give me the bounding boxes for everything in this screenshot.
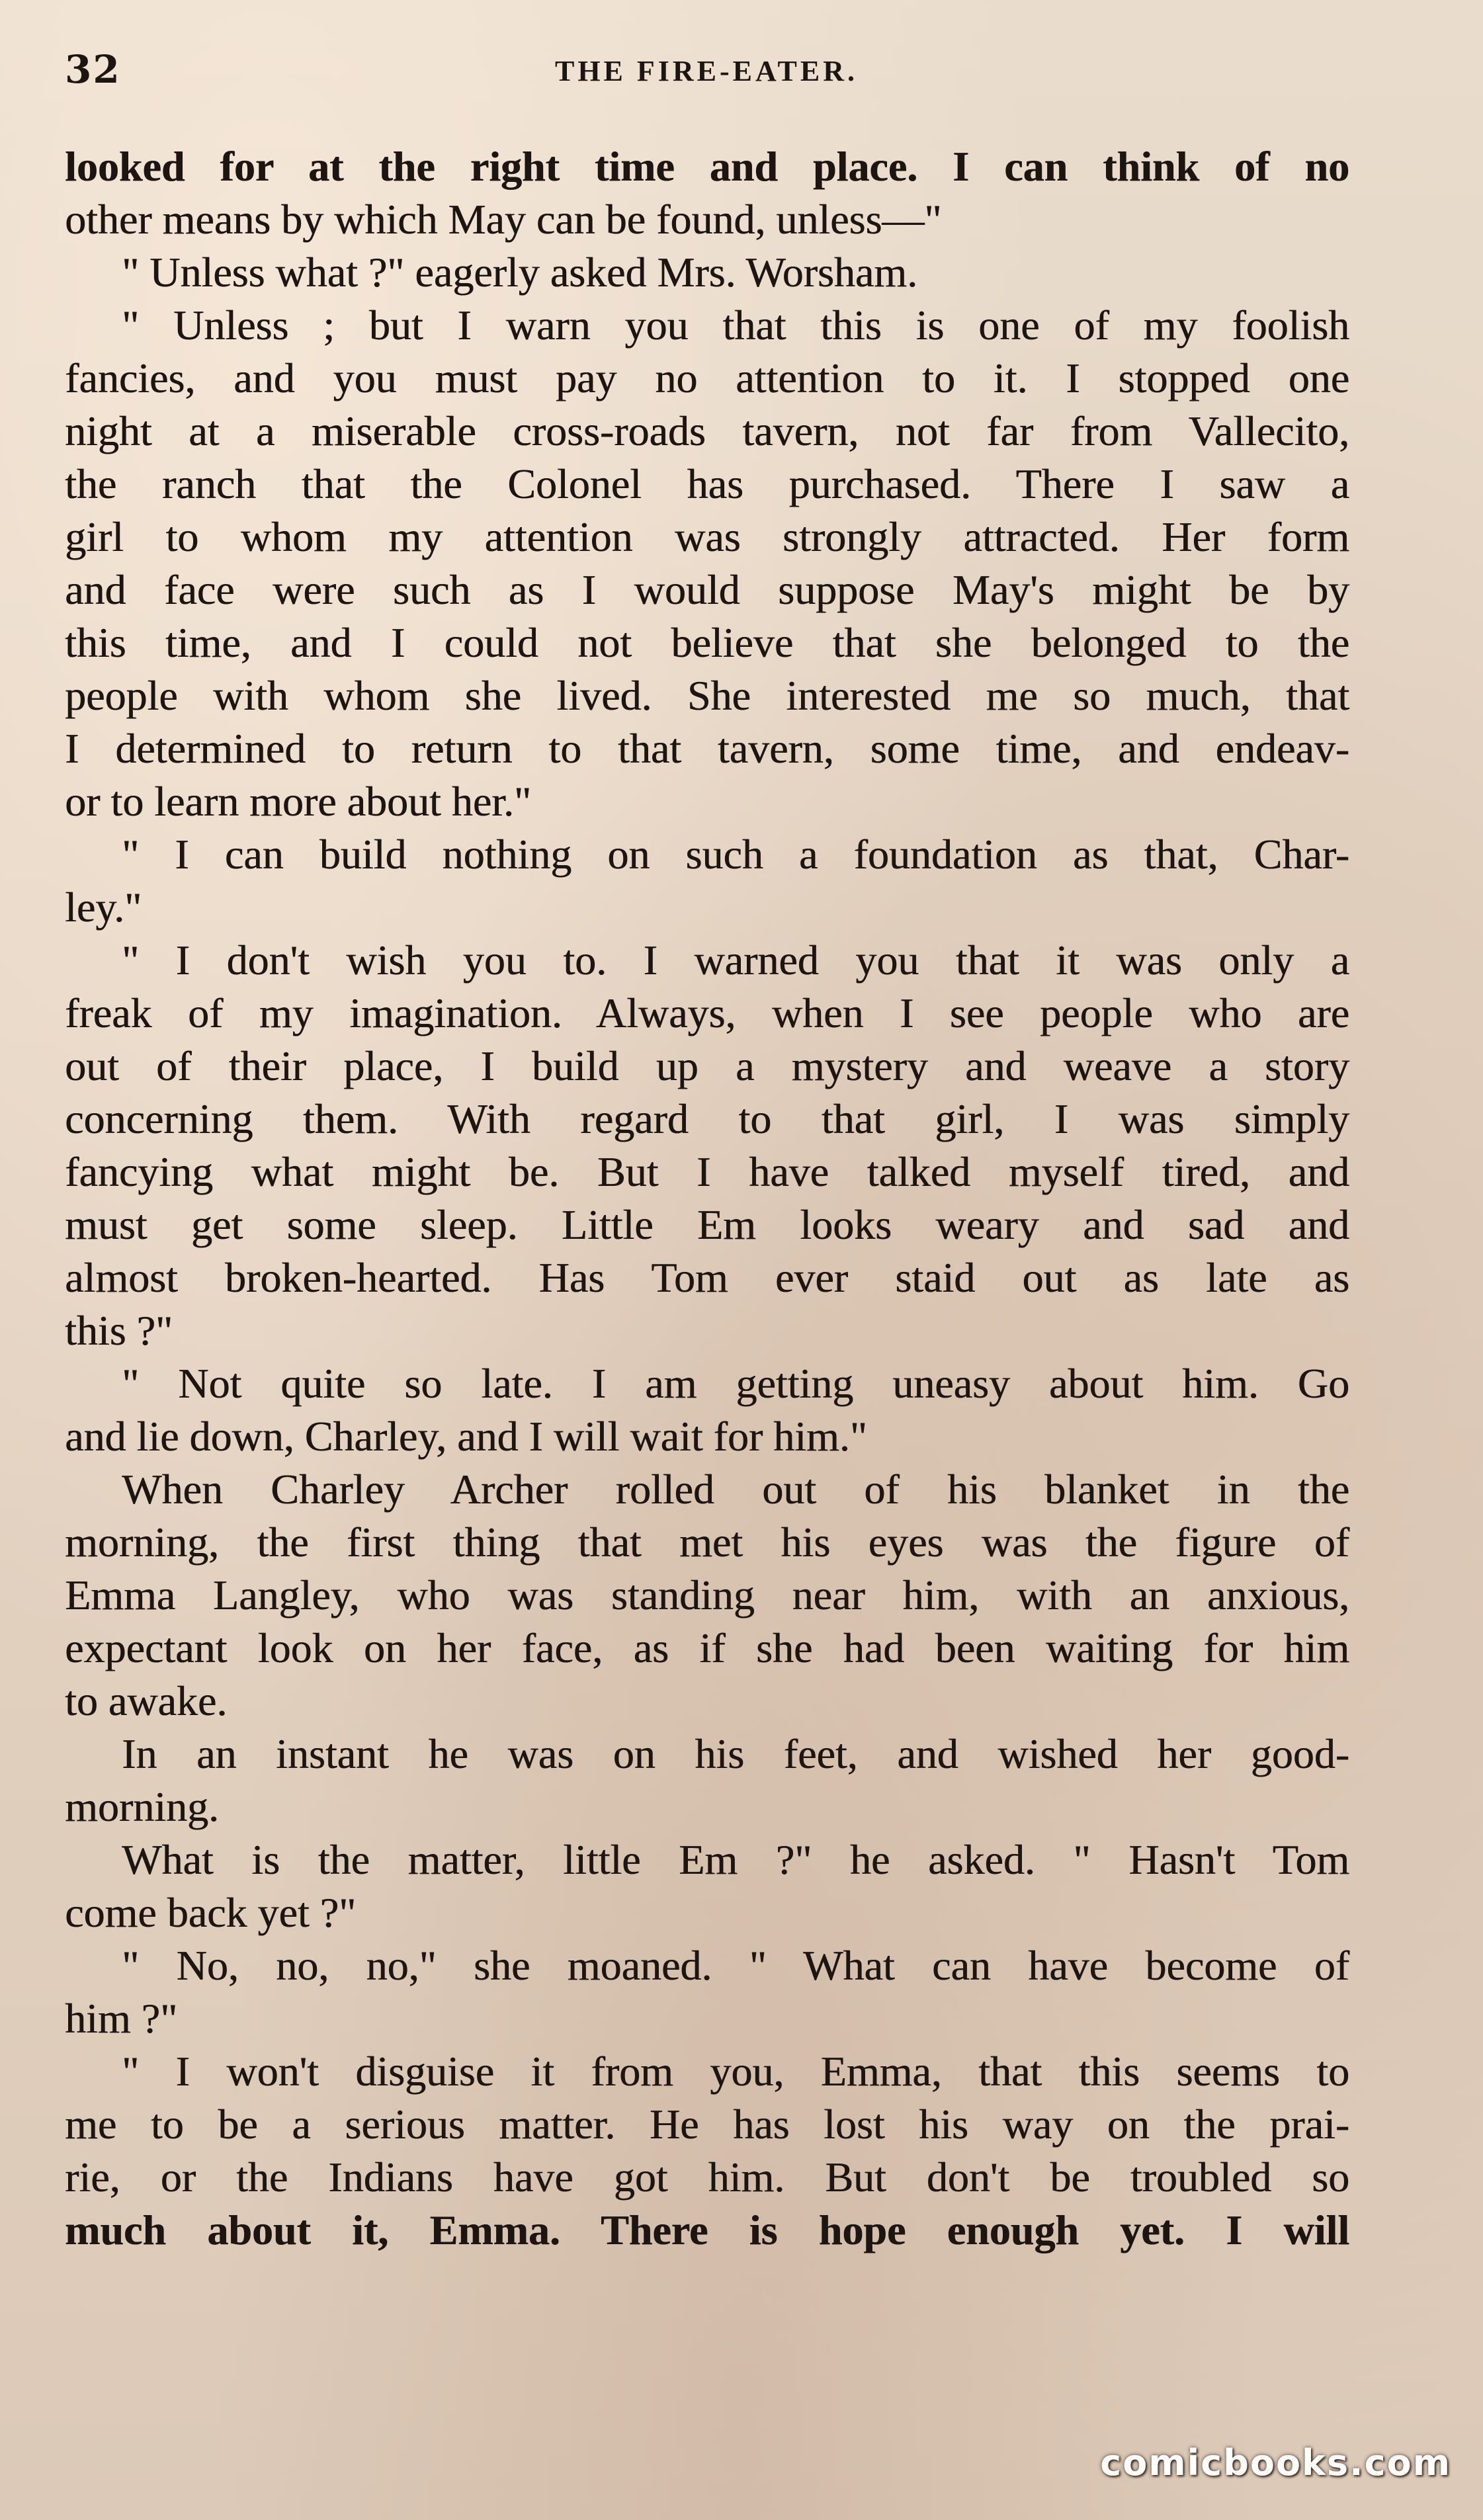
text-line: In an instant he was on his feet, and wished her good- [122,1730,1349,1777]
text-line: fancies, and you must pay no attention to it. I stopped one [65,355,1349,401]
text-line: " I can build nothing on such a foundation as that, Char- [122,831,1349,878]
text-line: " I won't disguise it from you, Emma, that this seems to [122,2048,1349,2095]
text-line: the ranch that the Colonel has purchased. There I saw a [65,460,1349,507]
text-line: fancying what might be. But I have talked myself tired, and [65,1148,1349,1195]
text-line: him ?" [65,1995,178,2042]
text-line: out of their place, I build up a mystery and weave a story [65,1042,1349,1089]
text-line: night at a miserable cross-roads tavern, not far from Vallecito, [65,407,1349,454]
text-line: freak of my imagination. Always, when I see people who are [65,989,1349,1036]
watermark: comicbooks.com [1100,2442,1451,2484]
text-line: " I don't wish you to. I warned you that it was only a [122,937,1349,984]
running-head-title: THE FIRE-EATER. [554,55,859,87]
page-header [65,41,1348,101]
text-line: I determined to return to that tavern, some time, and endeav- [65,725,1349,772]
page-number: 32 [65,47,121,92]
text-line: ley." [65,884,142,931]
text-line: this ?" [65,1307,173,1354]
text-line: much about it, Emma. There is hope enough yet. I will [65,2206,1349,2253]
text-line: rie, or the Indians have got him. But don't be troubled so [65,2154,1349,2201]
text-line: " Unless ; but I warn you that this is one of my foolish [122,302,1349,349]
text-line: or to learn more about her." [65,778,531,825]
text-line: almost broken-hearted. Has Tom ever staid out as late as [65,1254,1349,1301]
text-line: come back yet ?" [65,1889,357,1936]
text-line: to awake. [65,1677,228,1724]
body-text [65,140,1349,2257]
text-line: " Not quite so late. I am getting uneasy about him. Go [122,1360,1349,1407]
text-line: " Unless what ?" eagerly asked Mrs. Worsham. [122,249,917,296]
text-line: and face were such as I would suppose May's might be by [65,566,1349,613]
text-line: morning, the first thing that met his eyes was the figure of [65,1519,1349,1566]
text-line: girl to whom my attention was strongly attracted. Her form [65,513,1349,560]
text-line: and lie down, Charley, and I will wait for him." [65,1413,867,1460]
text-line: this time, and I could not believe that she belonged to the [65,619,1349,666]
text-line: looked for at the right time and place. I can think of no [65,143,1349,190]
text-line: me to be a serious matter. He has lost his way on the prai- [65,2101,1349,2148]
text-line: " No, no, no," she moaned. " What can have become of [122,1942,1349,1989]
text-line: expectant look on her face, as if she had been waiting for him [65,1624,1349,1671]
text-line: morning. [65,1783,219,1830]
text-line: must get some sleep. Little Em looks weary and sad and [65,1201,1349,1248]
text-line: Emma Langley, who was standing near him, with an anxious, [65,1572,1349,1618]
text-line: What is the matter, little Em ?" he asked. " Hasn't Tom [122,1836,1349,1883]
text-line: other means by which May can be found, unless—" [65,196,942,243]
text-line: When Charley Archer rolled out of his blanket in the [122,1466,1349,1513]
text-line: people with whom she lived. She interested me so much, that [65,672,1349,719]
text-line: concerning them. With regard to that girl, I was simply [65,1095,1349,1142]
